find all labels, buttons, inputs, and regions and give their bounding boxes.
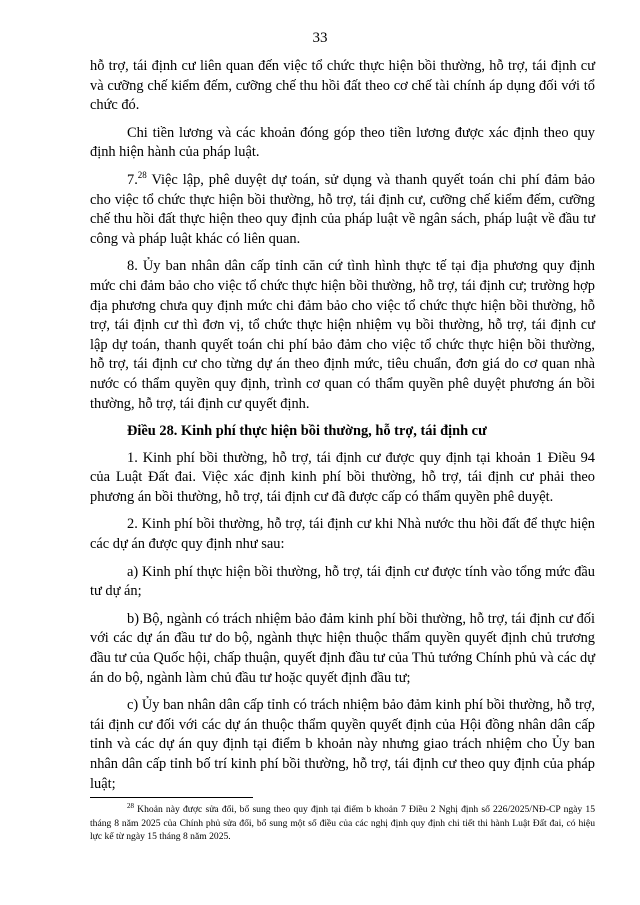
- footnote-divider: [90, 797, 253, 798]
- page-number: 33: [312, 30, 328, 46]
- document-body: [90, 57, 595, 802]
- footnote-number: 28: [127, 801, 134, 810]
- paragraph-clause-8: 8. Ủy ban nhân dân cấp tỉnh căn cứ tình hình thực tế tại địa phương quy định mức chi đảm bảo cho việc tổ chức thực hiện bồi thường, hỗ trợ, tái định cư; trường hợp địa phương chưa quy định mức chi đảm bảo cho việc tổ chức thực hiện bồi thường, hỗ trợ, tái định cư thì đơn vị, tổ chức thực hiện nhiệm vụ bồi thường, hỗ trợ, tái định cư lập dự toán, thanh quyết toán chi phí bảo đảm cho việc tổ chức thực hiện bồi thường, hỗ trợ, tái định cư cho từng dự án theo định mức, tiêu chuẩn, đơn giá do cơ quan nhà nước có thẩm quyền quy định, trình cơ quan có thẩm quyền phê duyệt phương án bồi thường, hỗ trợ, tái định cư quyết định.: [90, 258, 595, 412]
- paragraph-article-28-clause-1: 1. Kinh phí bồi thường, hỗ trợ, tái định cư được quy định tại khoản 1 Điều 94 của Luật Đất đai. Việc xác định kinh phí bồi thường, hỗ trợ, tái định cư phải theo phương án bồi thường, hỗ trợ, tái định cư đã được cấp có thẩm quyền phê duyệt.: [90, 449, 595, 505]
- paragraph-continuation: hỗ trợ, tái định cư liên quan đến việc tổ chức thực hiện bồi thường, hỗ trợ, tái định cư và cưỡng chế kiểm đếm, cưỡng chế thu hồi đất theo cơ chế tài chính áp dụng đối với tổ chức đó.: [90, 58, 595, 114]
- clause-text: Việc lập, phê duyệt dự toán, sử dụng và thanh quyết toán chi phí đảm bảo cho việc tổ chức thực hiện bồi thường, hỗ trợ, tái định cư, cưỡng chế kiểm đếm, cưỡng chế thu hồi đất thực hiện theo quy định của pháp luật về ngân sách, pháp luật về đầu tư công và pháp luật khác có liên quan.: [90, 171, 595, 247]
- footnote: [90, 803, 595, 844]
- footnote-text: Khoản này được sửa đổi, bổ sung theo quy định tại điểm b khoản 7 Điều 2 Nghị định số 226/2025/NĐ-CP ngày 15 tháng 8 năm 2025 của Chính phủ sửa đổi, bổ sung một số điều của các nghị định quy định chi tiết thi hành Luật Đất đai, có hiệu lực kể từ ngày 15 tháng 8 năm 2025.: [90, 804, 595, 842]
- paragraph-point-c: c) Ủy ban nhân dân cấp tỉnh có trách nhiệm bảo đảm kinh phí bồi thường, hỗ trợ, tái định cư đối với các dự án thuộc thẩm quyền quyết định của Hội đồng nhân dân cấp tỉnh và các dự án quy định tại điểm b khoản này nhưng giao trách nhiệm cho Ủy ban nhân dân cấp tỉnh bố trí kinh phí bồi thường, hỗ trợ, tái định cư theo quy định của pháp luật;: [90, 697, 595, 792]
- paragraph-point-b: b) Bộ, ngành có trách nhiệm bảo đảm kinh phí bồi thường, hỗ trợ, tái định cư đối với các dự án đầu tư do bộ, ngành thực hiện thuộc thẩm quyền quyết định chủ trương đầu tư của Quốc hội, chấp thuận, quyết định đầu tư của Thủ tướng Chính phủ và các dự án do bộ, ngành làm chủ đầu tư hoặc quyết định đầu tư;: [90, 610, 595, 686]
- footnote-reference[interactable]: 28: [137, 170, 147, 181]
- paragraph-salary: Chi tiền lương và các khoản đóng góp theo tiền lương được xác định theo quy định hiện hành của pháp luật.: [90, 124, 595, 161]
- paragraph-article-28-clause-2: 2. Kinh phí bồi thường, hỗ trợ, tái định cư khi Nhà nước thu hồi đất để thực hiện các dự án được quy định như sau:: [90, 516, 595, 553]
- article-heading: Điều 28. Kinh phí thực hiện bồi thường, hỗ trợ, tái định cư: [127, 423, 487, 440]
- paragraph-point-a: a) Kinh phí thực hiện bồi thường, hỗ trợ, tái định cư được tính vào tổng mức đầu tư dự án;: [90, 563, 595, 600]
- clause-number: 7.: [127, 171, 138, 188]
- paragraph-clause-7: [90, 171, 595, 249]
